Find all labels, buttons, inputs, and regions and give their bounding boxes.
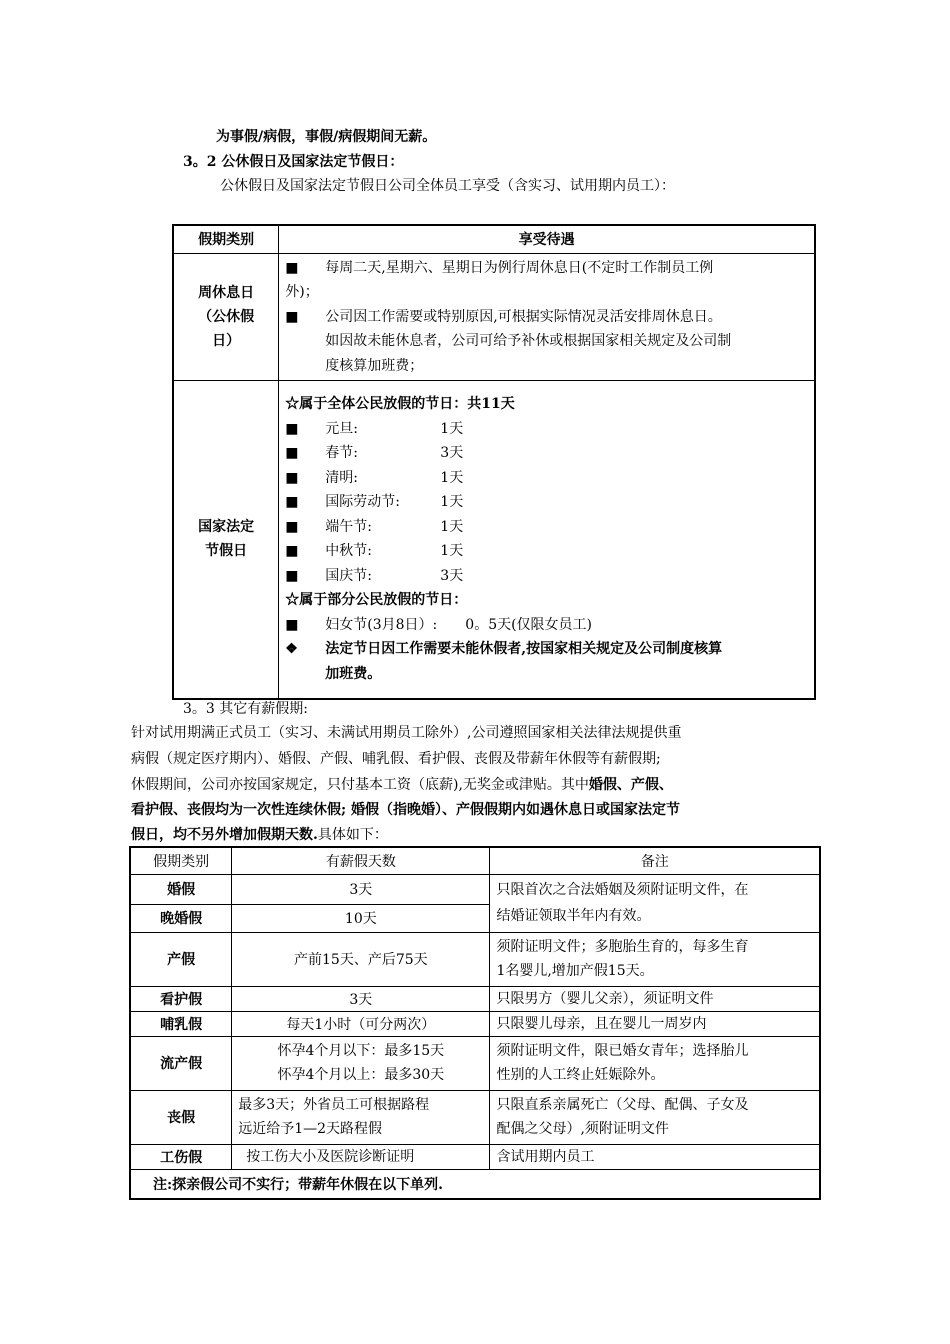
holiday-days: 1天 <box>440 494 464 511</box>
intro-line: 为事假/病假，事假/病假期间无薪。 <box>216 129 437 145</box>
bullet-square-icon: ■ <box>285 518 299 535</box>
leave-type: 工伤假 <box>130 1144 232 1169</box>
leave-days: 最多3天；外省员工可根据路程 远近给予1—2天路程假 <box>232 1090 490 1144</box>
bullet-square-icon: ■ <box>285 543 299 560</box>
holiday-name: 清明: <box>325 469 358 486</box>
bullet-square-icon: ■ <box>285 494 299 511</box>
bullet-square-icon: ■ <box>285 616 299 633</box>
holiday-days: 3天 <box>440 567 464 584</box>
holiday-name: 中秋节: <box>325 543 372 560</box>
holiday-days: 1天 <box>440 518 464 535</box>
weekly-rest-item: 公司因工作需要或特别原因,可根据实际情况灵活安排周休息日。 <box>325 308 722 325</box>
weekly-rest-item-cont: 外)； <box>285 284 319 300</box>
womens-day-name: 妇女节(3月8日）: <box>325 616 438 633</box>
holiday-name: 端午节: <box>325 518 372 535</box>
leave-type: 婚假 <box>130 874 232 904</box>
leave-type: 晚婚假 <box>130 904 232 932</box>
section-3-2-title: 3。2 公休假日及国家法定节假日： <box>183 154 404 170</box>
leave-type: 看护假 <box>130 986 232 1011</box>
leave-type: 哺乳假 <box>130 1011 232 1036</box>
paragraph-line-bold: 看护假、丧假均为一次性连续休假; 婚假（指晚婚）、产假假期内如遇休息日或国家法定节 <box>131 802 681 818</box>
weekly-rest-category: 周休息日（公休假日） <box>173 253 279 381</box>
bullet-square-icon: ■ <box>285 420 299 437</box>
holiday-days: 3天 <box>440 445 464 462</box>
table1-header-treatment: 享受待遇 <box>279 225 815 253</box>
table2-header-type: 假期类别 <box>130 847 232 874</box>
holiday-table <box>172 224 816 700</box>
table2-footer-note: 注:探亲假公司不实行；带薪年休假在以下单列. <box>130 1169 820 1199</box>
holiday-days: 1天 <box>440 543 464 560</box>
holiday-name: 春节: <box>325 445 358 462</box>
leave-days: 产前15天、产后75天 <box>232 932 490 986</box>
holiday-name: 国庆节: <box>325 567 372 584</box>
leave-note: 含试用期内员工 <box>490 1144 820 1169</box>
bullet-square-icon: ■ <box>285 308 299 325</box>
leave-note: 只限男方（婴儿父亲），须证明文件 <box>490 986 820 1011</box>
womens-day-days: 0。5天(仅限女员工) <box>465 616 593 633</box>
bullet-square-icon: ■ <box>285 567 299 584</box>
leave-days: 3天 <box>232 986 490 1011</box>
leave-note: 须附证明文件，限已婚女青年；选择胎儿 性别的人工终止妊娠除外。 <box>490 1036 820 1090</box>
all-citizens-title: ☆属于全体公民放假的节日：共11天 <box>285 396 515 413</box>
paragraph-line: 休假期间，公司亦按国家规定，只付基本工资（底薪),无奖金或津贴。其中婚假、产假、 <box>131 777 673 793</box>
leave-days: 10天 <box>232 904 490 932</box>
paid-leave-table <box>129 846 821 1200</box>
leave-type: 流产假 <box>130 1036 232 1090</box>
holiday-name: 国际劳动节: <box>325 494 400 511</box>
leave-days: 怀孕4个月以下：最多15天 怀孕4个月以上：最多30天 <box>232 1036 490 1090</box>
weekly-rest-item-cont: 度核算加班费； <box>325 357 424 374</box>
partial-citizens-title: ☆属于部分公民放假的节日： <box>285 592 468 609</box>
leave-days: 每天1小时（可分两次） <box>232 1011 490 1036</box>
leave-note: 只限首次之合法婚姻及须附证明文件，在 结婚证领取半年内有效。 <box>490 874 820 932</box>
section-3-3-title: 3。3 其它有薪假期: <box>183 701 308 717</box>
statutory-holiday-content <box>279 381 815 699</box>
table2-header-days: 有薪假天数 <box>232 847 490 874</box>
leave-note: 只限婴儿母亲，且在婴儿一周岁内 <box>490 1011 820 1036</box>
weekly-rest-content <box>279 253 815 381</box>
leave-note: 只限直系亲属死亡（父母、配偶、子女及 配偶之父母）,须附证明文件 <box>490 1090 820 1144</box>
holiday-days: 1天 <box>440 469 464 486</box>
bullet-square-icon: ■ <box>285 469 299 486</box>
paragraph-line: 假日，均不另外增加假期天数.具体如下： <box>131 827 388 843</box>
overtime-note-cont: 加班费。 <box>325 665 382 682</box>
leave-type: 丧假 <box>130 1090 232 1144</box>
table1-header-category: 假期类别 <box>173 225 279 253</box>
holiday-name: 元旦: <box>325 420 358 437</box>
weekly-rest-item: 每周二天,星期六、星期日为例行周休息日(不定时工作制员工例 <box>325 259 714 276</box>
bullet-square-icon: ■ <box>285 259 299 276</box>
paragraph-line: 针对试用期满正式员工（实习、未满试用期员工除外）,公司遵照国家相关法律法规提供重 <box>131 725 682 741</box>
statutory-holiday-category: 国家法定节假日 <box>173 381 279 699</box>
diamond-bullet-icon: ❖ <box>285 641 298 658</box>
paragraph-line: 病假（规定医疗期内）、婚假、产假、哺乳假、看护假、丧假及带薪年休假等有薪假期; <box>131 751 661 767</box>
leave-days: 按工伤大小及医院诊断证明 <box>232 1144 490 1169</box>
overtime-note: 法定节日因工作需要未能休假者,按国家相关规定及公司制度核算 <box>325 641 723 658</box>
leave-days: 3天 <box>232 874 490 904</box>
section-3-2-description: 公休假日及国家法定节假日公司全体员工享受（含实习、试用期内员工）： <box>220 178 675 194</box>
table2-header-notes: 备注 <box>490 847 820 874</box>
leave-type: 产假 <box>130 932 232 986</box>
holiday-days: 1天 <box>440 420 464 437</box>
weekly-rest-item-cont: 如因故未能休息者，公司可给予补休或根据国家相关规定及公司制 <box>325 333 732 349</box>
bullet-square-icon: ■ <box>285 445 299 462</box>
leave-note: 须附证明文件；多胞胎生育的，每多生育 1名婴儿,增加产假15天。 <box>490 932 820 986</box>
